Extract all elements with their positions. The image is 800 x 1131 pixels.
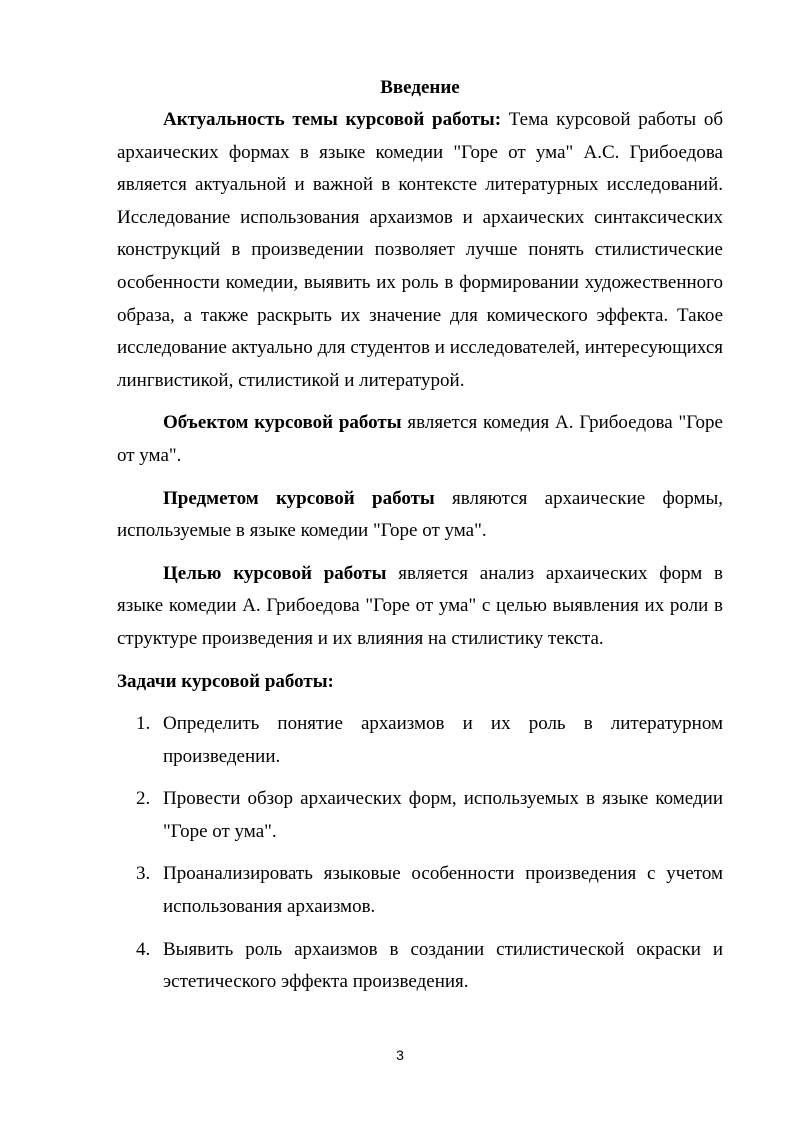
spacer (117, 656, 723, 666)
tasks-list (117, 708, 723, 999)
object-paragraph (117, 407, 723, 472)
list-item-number: 4. (136, 938, 151, 960)
relevance-text: Тема курсовой работы об архаических формах в языке комедии "Горе от ума" А.С. Грибоедова является актуальной и важной в контексте литературных исследований. Исследование использования архаизмов и архаических синтаксических конструкций в произведении позволяет лучше понять стилистические особенности комедии, выявить их роль в формировании художественного образа, а также раскрыть их значение для комического эффекта. Такое исследование актуально для студентов и исследователей, интересующихся лингвистикой, стилистикой и литературой. (117, 109, 723, 391)
page-number: 3 (396, 1047, 404, 1063)
page-content (117, 72, 723, 999)
object-label: Объектом курсовой работы (163, 412, 402, 434)
list-item-text: Выявить роль архаизмов в создании стилистической окраски и эстетического эффекта произведения. (163, 938, 723, 993)
spacer (117, 397, 723, 407)
list-item-number: 3. (136, 863, 151, 885)
goal-label: Целью курсовой работы (163, 562, 387, 584)
subject-paragraph (117, 483, 723, 548)
list-item-text: Определить понятие архаизмов и их роль в литературном произведении. (163, 713, 723, 767)
goal-paragraph (117, 558, 723, 656)
relevance-label: Актуальность темы курсовой работы: (163, 109, 502, 130)
page-title: Введение (380, 77, 460, 98)
list-item (117, 708, 723, 773)
goal-text: является анализ архаических форм в языке комедии А. Грибоедова "Горе от ума" с целью выявления их роли в структуре произведения и их влияния на стилистику текста. (117, 562, 723, 649)
object-text: является комедия А. Грибоедова "Горе от ума". (117, 412, 723, 466)
list-item-number: 2. (136, 788, 151, 810)
relevance-paragraph (117, 104, 723, 397)
subject-label: Предметом курсовой работы (163, 487, 435, 509)
subject-text: являются архаические формы, используемые в языке комедии "Горе от ума". (117, 487, 724, 542)
list-item-text: Проанализировать языковые особенности произведения с учетом использования архаизмов. (163, 863, 723, 918)
list-item (117, 858, 723, 923)
list-item (117, 934, 723, 999)
list-item (117, 783, 723, 848)
spacer (117, 473, 723, 483)
spacer (117, 548, 723, 558)
list-item-number: 1. (136, 713, 151, 735)
tasks-heading: Задачи курсовой работы: (117, 670, 334, 692)
list-item-text: Провести обзор архаических форм, используемых в языке комедии "Горе от ума". (163, 788, 723, 842)
